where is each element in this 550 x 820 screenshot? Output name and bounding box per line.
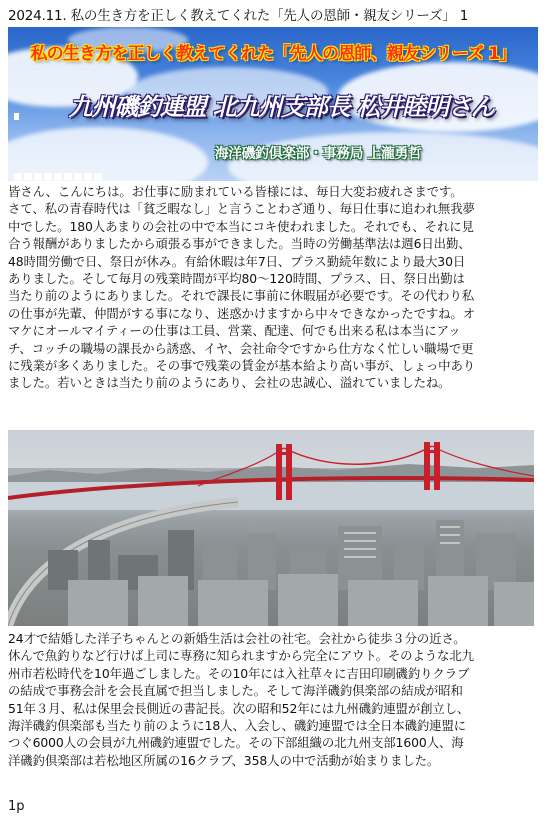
city-bridge-photo <box>8 430 534 626</box>
title-banner <box>8 27 538 181</box>
text-line: 合う報酬がありましたから頑張る事ができました。当時の労働基準法は週6日出勤、 <box>8 236 471 252</box>
document-header: 2024.11. 私の生き方を正しく教えてくれた「先人の恩師・親友シリーズ」 1 <box>8 8 469 24</box>
text-line: 当たり前のようにありました。それで課長に事前に休暇届が必要です。その代わり私 <box>8 288 475 304</box>
text-line: チ、コッチの職場の課長から誘惑、イヤ、会社命令ですから仕方なく忙しい職場で更 <box>8 340 474 356</box>
banner-series-title: 私の生き方を正しく教えてくれた「先人の恩師、親友シリーズ 1」 <box>30 44 516 64</box>
banner-person-title: 九州磯釣連盟 北九州支部長 松井睦明さん <box>68 93 494 121</box>
banner-marker <box>14 113 19 120</box>
text-line: ありました。そして毎月の残業時間が平均80～120時間、プラス、日、祭日出勤は <box>8 271 465 287</box>
text-line: 中でした。180人あまりの会社の中で本当にコキ使われました。それでも、それに見 <box>8 218 474 234</box>
page-number: 1p <box>8 799 25 814</box>
text-line: の仕事が先輩、仲間がする事になり、迷惑かけますから中々できなかったですね。オ <box>8 305 476 321</box>
text-line: 休んで魚釣りなど行けば上司に専務に知られますから完全にアウト。そのような北九 <box>8 648 474 664</box>
text-line: 51年３月、私は保里会長側近の書記長。次の昭和52年には九州磯釣連盟が創立し、 <box>8 700 470 716</box>
text-line: の結成で事務会計を会長直属で担当しました。そして海洋磯釣倶楽部の結成が昭和 <box>8 683 463 699</box>
text-line: 24才で結婚した洋子ちゃんとの新婚生活は会社の社宅。会社から徒歩３分の近さ。 <box>8 631 466 646</box>
bridge-cityscape-illustration <box>8 430 534 626</box>
text-line: 皆さん、こんにちは。お仕事に励まれている皆様には、毎日大変お疲れさまです。 <box>8 184 463 199</box>
text-line: 48時間労働で日、祭日が休み。有給休暇は年7日、プラス勤続年数により最大30日 <box>8 253 466 269</box>
text-line: つぐ6000人の会員が九州磯釣連盟でした。その下部組織の北九州支部1600人、海 <box>8 735 464 751</box>
text-line: 州市若松時代を10年過ごしました。その10年には入社草々に吉田印刷磯釣りクラブ <box>8 665 470 681</box>
text-line: に残業が多くありました。その事で残業の賃金が基本給より高い事が、しょっ中あり <box>8 358 476 374</box>
banner-block-decoration <box>14 173 102 180</box>
paragraph-2 <box>8 630 542 769</box>
text-line: 海洋磯釣倶楽部も当たり前のように18人、入会し、磯釣連盟では全日本磯釣連盟に <box>8 718 467 734</box>
text-line: ました。若いときは当たり前のようにあり、会社の忠誠心、溢れていましたね。 <box>8 375 451 391</box>
paragraph-1 <box>8 183 542 392</box>
text-line: 洋磯釣倶楽部は若松地区所属の16クラブ、358人の中で活動が始まりました。 <box>8 752 440 768</box>
text-line: さて、私の青春時代は「貧乏暇なし」と言うことわざ通り、毎日仕事に追われ無我夢 <box>8 201 475 217</box>
banner-author: 海洋磯釣倶楽部・事務局 上瀧勇哲 <box>214 146 422 162</box>
text-line: マケにオールマイティーの仕事は工員、営業、配達、何でも出来る私は本当にアッ <box>8 323 461 339</box>
